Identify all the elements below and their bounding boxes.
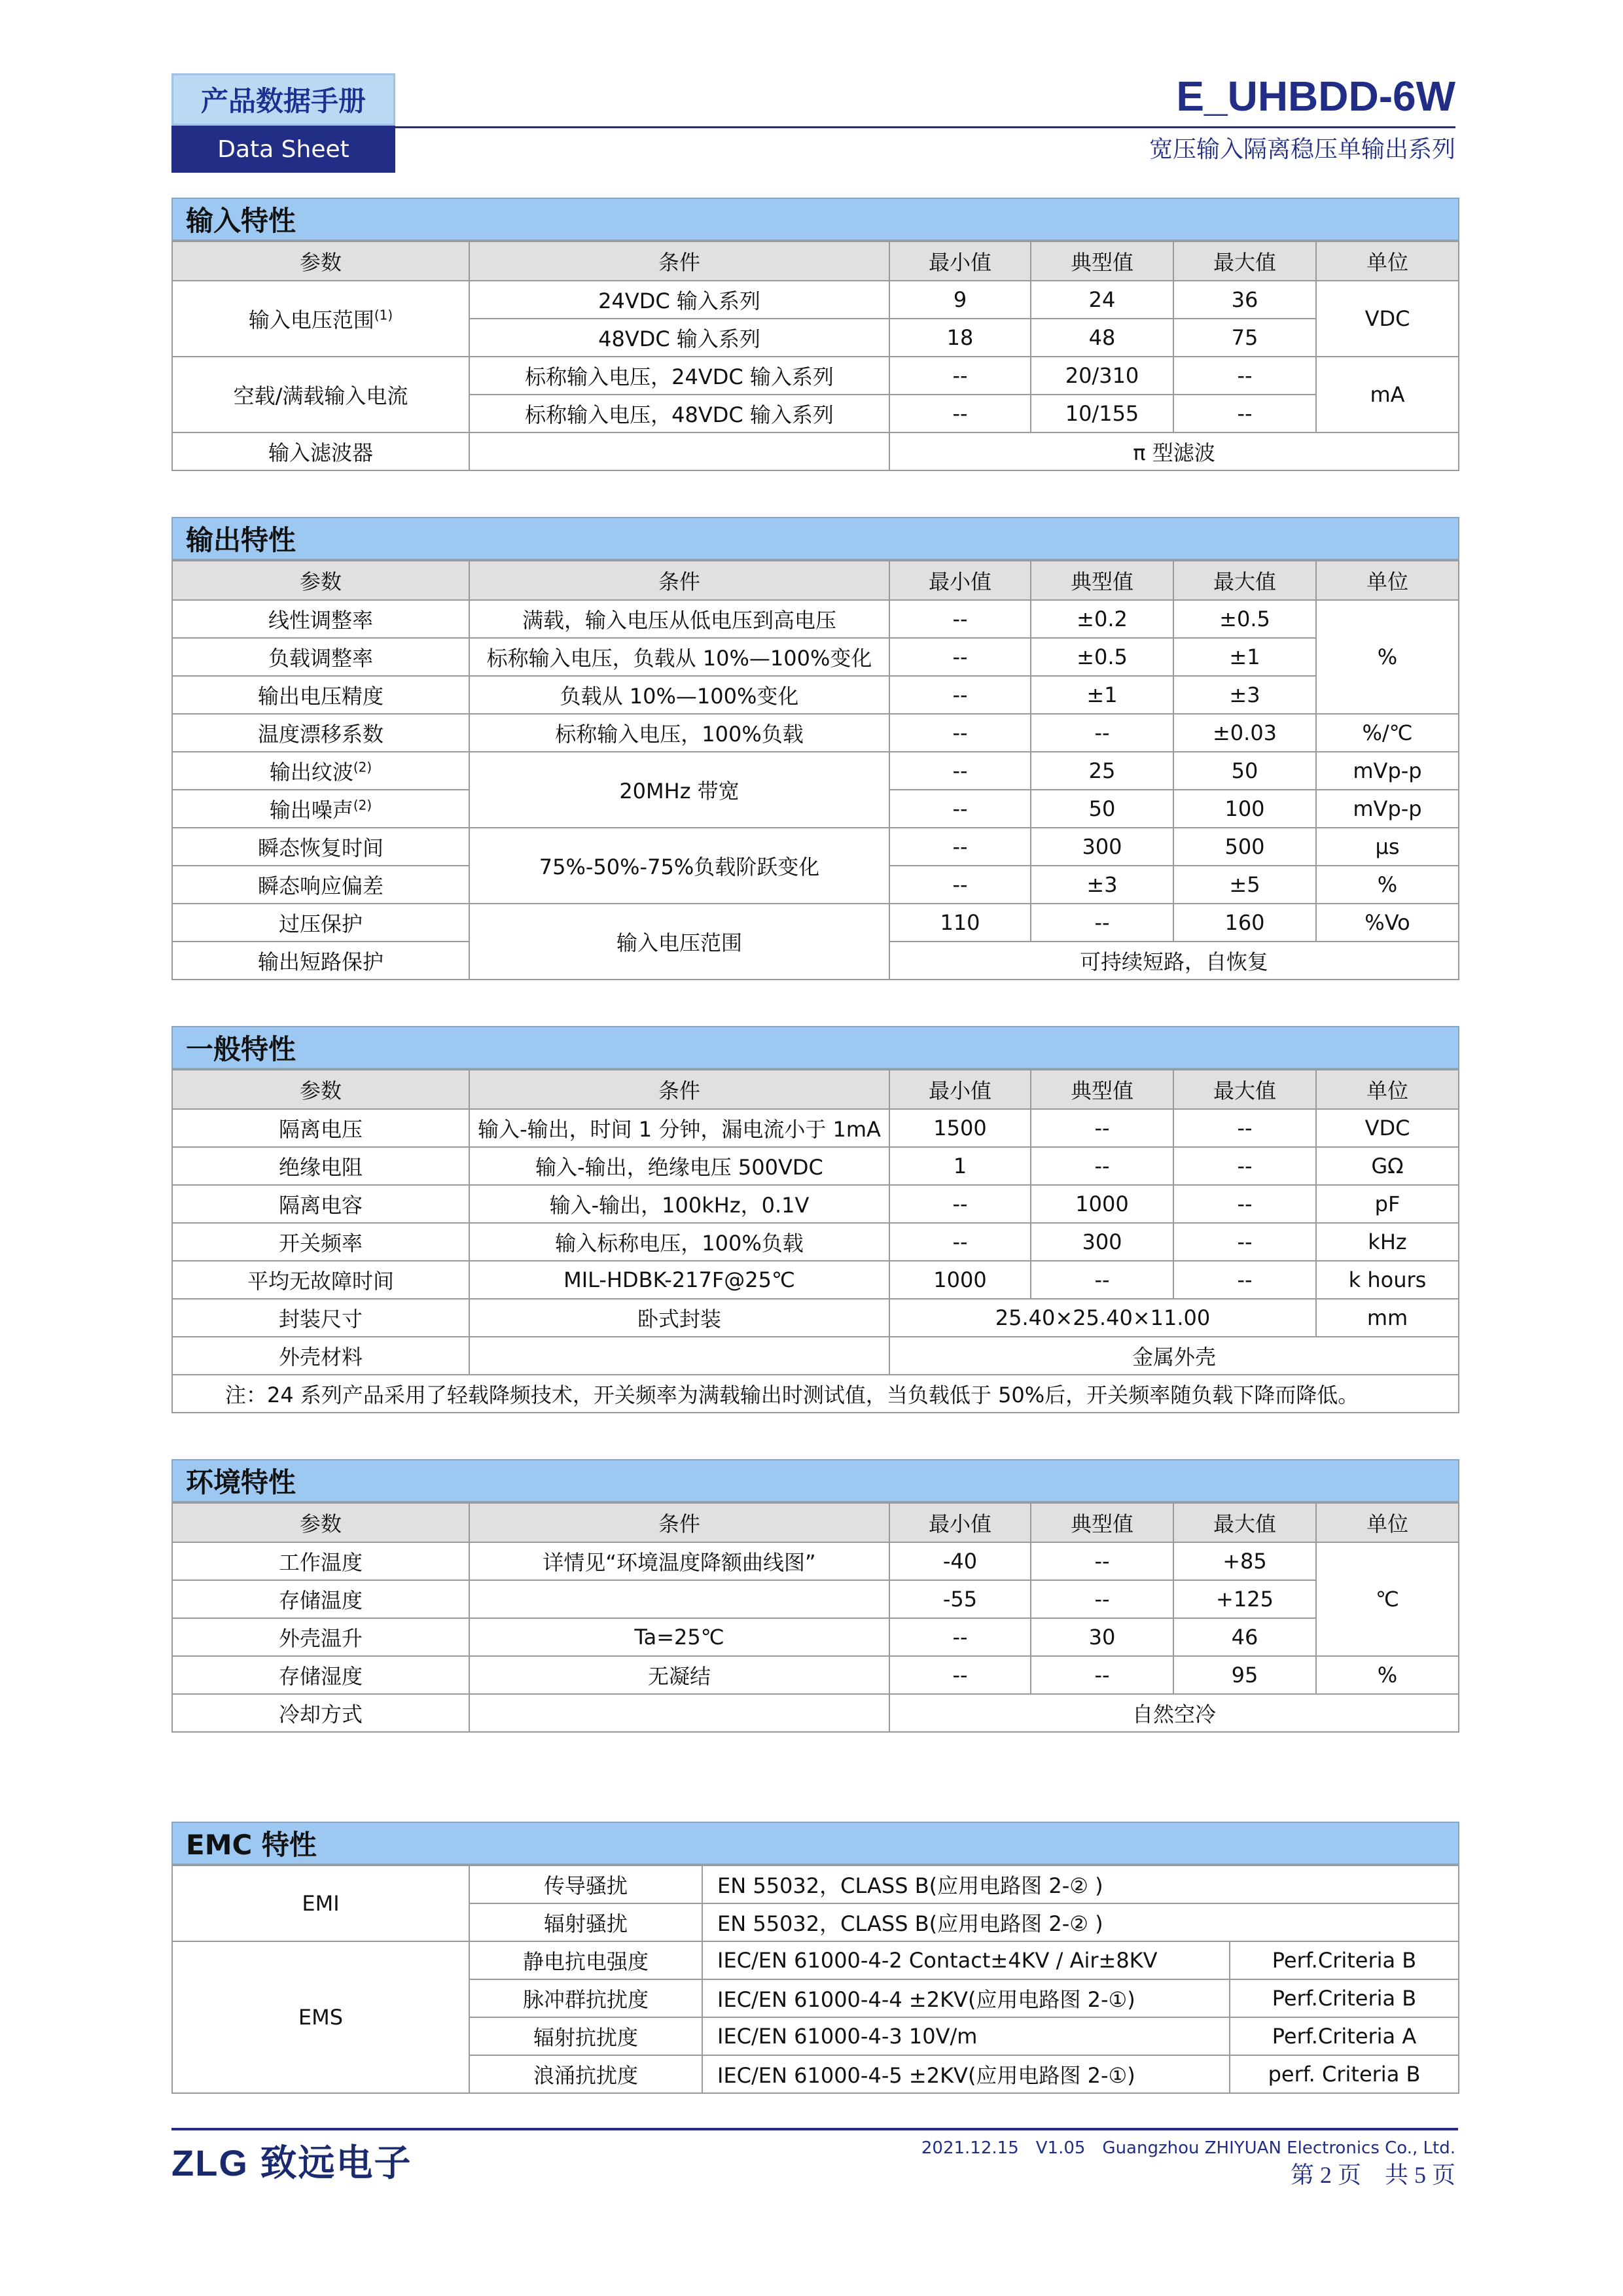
table-header: 参数 条件 最小值 典型值 最大值 单位 <box>172 1070 1459 1109</box>
input-section <box>171 198 1459 471</box>
table-row: 外壳温升 Ta=25℃ -- 30 46 <box>172 1618 1459 1656</box>
table-row: 封装尺寸 卧式封装 25.40×25.40×11.00 mm <box>172 1299 1459 1337</box>
table-row: 输出纹波$^{(2)}$ 20MHz 带宽 -- 25 50 mVp-p <box>172 752 1459 790</box>
table-row: 存储湿度 无凝结 -- -- 95 % <box>172 1656 1459 1694</box>
page-number: 第 2 页 共 5 页 <box>1290 2162 1455 2188</box>
datasheet-badge-en: Data Sheet <box>171 126 395 173</box>
table-row: EMS 静电抗电强度 IEC/EN 61000-4-2 Contact±4KV / Air±8KV Perf.Criteria B <box>172 1941 1459 1979</box>
table-row: 辐射抗扰度 IEC/EN 61000-4-3 10V/m Perf.Criteria A <box>172 2017 1459 2055</box>
output-table <box>171 560 1459 980</box>
footer-rule <box>171 2128 1458 2130</box>
emc-section <box>171 1822 1459 2094</box>
environment-section <box>171 1459 1459 1733</box>
table-row: 负载调整率 标称输入电压，负载从 10%—100%变化 -- ±0.5 ±1 <box>172 638 1459 676</box>
emc-table <box>171 1865 1459 2094</box>
table-row: 瞬态恢复时间 75%-50%-75%负载阶跃变化 -- 300 500 μs <box>172 828 1459 866</box>
table-row: 辐射骚扰 EN 55032，CLASS B(应用电路图 2-② ) <box>172 1903 1459 1941</box>
section-title: 一般特性 <box>171 1026 1459 1069</box>
section-title: 输出特性 <box>171 517 1459 560</box>
company-logo: ZLG 致远电子 <box>171 2142 412 2183</box>
table-row: 浪涌抗扰度 IEC/EN 61000-4-5 ±2KV(应用电路图 2-①) perf. Criteria B <box>172 2055 1459 2093</box>
table-row: 空载/满载输入电流 标称输入电压，24VDC 输入系列 -- 20/310 -- mA <box>172 357 1459 395</box>
table-row: 输入电压范围$^{(1)}$ 24VDC 输入系列 9 24 36 VDC <box>172 281 1459 319</box>
header-rule <box>395 126 1455 128</box>
table-header: 参数 条件 最小值 典型值 最大值 单位 <box>172 561 1459 600</box>
series-subtitle: 宽压输入隔离稳压单输出系列 <box>1149 136 1455 163</box>
table-row: 标称输入电压，48VDC 输入系列 -- 10/155 -- <box>172 395 1459 433</box>
table-row: 绝缘电阻 输入-输出，绝缘电压 500VDC 1 -- -- GΩ <box>172 1147 1459 1185</box>
model-title: E_UHBDD-6W <box>1176 73 1455 120</box>
table-row: 存储温度 -55 -- +125 <box>172 1580 1459 1618</box>
table-header: 参数 条件 最小值 典型值 最大值 单位 <box>172 241 1459 281</box>
section-title: 环境特性 <box>171 1459 1459 1502</box>
table-row: 开关频率 输入标称电压，100%负载 -- 300 -- kHz <box>172 1223 1459 1261</box>
table-header: 参数 条件 最小值 典型值 最大值 单位 <box>172 1503 1459 1542</box>
table-row: 过压保护 输入电压范围 110 -- 160 %Vo <box>172 904 1459 942</box>
section-title: 输入特性 <box>171 198 1459 241</box>
table-row: 冷却方式 自然空冷 <box>172 1694 1459 1732</box>
footer-info: 2021.12.15 V1.05 Guangzhou ZHIYUAN Electronics Co., Ltd. <box>921 2138 1455 2158</box>
table-row: 瞬态响应偏差 -- ±3 ±5 % <box>172 866 1459 904</box>
table-row: 脉冲群抗扰度 IEC/EN 61000-4-4 ±2KV(应用电路图 2-①) Perf.Criteria B <box>172 1979 1459 2017</box>
table-row: 隔离电压 输入-输出，时间 1 分钟，漏电流小于 1mA 1500 -- -- VDC <box>172 1109 1459 1147</box>
table-row: 外壳材料 金属外壳 <box>172 1337 1459 1375</box>
table-row: 平均无故障时间 MIL-HDBK-217F@25℃ 1000 -- -- k hours <box>172 1261 1459 1299</box>
table-row: 48VDC 输入系列 18 48 75 <box>172 319 1459 357</box>
table-row: EMI 传导骚扰 EN 55032，CLASS B(应用电路图 2-② ) <box>172 1865 1459 1903</box>
output-section <box>171 517 1459 980</box>
table-row: 隔离电容 输入-输出，100kHz，0.1V -- 1000 -- pF <box>172 1185 1459 1223</box>
table-row: 温度漂移系数 标称输入电压，100%负载 -- -- ±0.03 %/℃ <box>172 714 1459 752</box>
general-table <box>171 1069 1459 1413</box>
table-row: 工作温度 详情见“环境温度降额曲线图” -40 -- +85 ℃ <box>172 1542 1459 1580</box>
environment-table <box>171 1502 1459 1733</box>
general-section <box>171 1026 1459 1413</box>
table-note: 注：24 系列产品采用了轻载降频技术，开关频率为满载输出时测试值，当负载低于 50%后，开关频率随负载下降而降低。 <box>172 1375 1459 1413</box>
datasheet-badge: 产品数据手册 <box>171 73 395 126</box>
table-row: 输出噪声$^{(2)}$ -- 50 100 mVp-p <box>172 790 1459 828</box>
table-row: 输出电压精度 负载从 10%—100%变化 -- ±1 ±3 <box>172 676 1459 714</box>
table-row: 输出短路保护 可持续短路，自恢复 <box>172 942 1459 980</box>
table-row: 输入滤波器 π 型滤波 <box>172 433 1459 470</box>
table-row: 线性调整率 满载，输入电压从低电压到高电压 -- ±0.2 ±0.5 % <box>172 600 1459 638</box>
section-title: EMC 特性 <box>171 1822 1459 1865</box>
input-table <box>171 241 1459 471</box>
